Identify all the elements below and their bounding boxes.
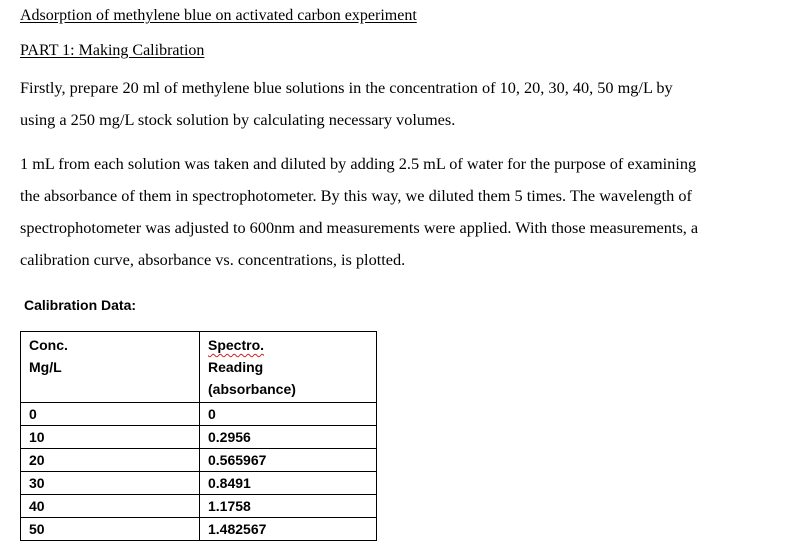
paragraph2-line: 1 mL from each solution was taken and diluted by adding 2.5 mL of water for the purpose of examining: [20, 154, 697, 173]
absorbance-cell: 0: [200, 403, 377, 426]
conc-cell: 50: [21, 518, 200, 541]
paragraph1-line: Firstly, prepare 20 ml of methylene blue solutions in the concentration of 10, 20, 30, 40, 50 mg/L by: [20, 78, 673, 97]
table-row: [21, 472, 377, 495]
table-row: [21, 518, 377, 541]
part-heading: PART 1: Making Calibration: [20, 42, 205, 59]
table-row: [21, 403, 377, 426]
header-abs-line1: [208, 334, 376, 356]
conc-cell: 0: [21, 403, 200, 426]
absorbance-cell: 1.482567: [200, 518, 377, 541]
absorbance-cell: 1.1758: [200, 495, 377, 518]
calibration-table: [20, 331, 377, 541]
header-abs-line3: (absorbance): [208, 381, 296, 397]
conc-cell: 30: [21, 472, 200, 495]
spellcheck-word: Spectro.: [208, 337, 265, 353]
header-conc-line2: Mg/L: [29, 359, 62, 375]
paragraph2-line: the absorbance of them in spectrophotometer. By this way, we diluted them 5 times. The wavelength of: [20, 186, 692, 205]
absorbance-cell: 0.565967: [200, 449, 377, 472]
conc-cell: 20: [21, 449, 200, 472]
paragraph2-line: calibration curve, absorbance vs. concentrations, is plotted.: [20, 250, 406, 269]
header-cell-absorbance: [200, 332, 377, 403]
header-abs-line2: Reading: [208, 359, 264, 375]
conc-cell: 10: [21, 426, 200, 449]
paragraph1-line: using a 250 mg/L stock solution by calculating necessary volumes.: [20, 110, 456, 129]
absorbance-cell: 0.2956: [200, 426, 377, 449]
absorbance-cell: 0.8491: [200, 472, 377, 495]
table-header-row: [21, 332, 377, 403]
table-row: [21, 426, 377, 449]
header-cell-concentration: [21, 332, 200, 403]
document-title: Adsorption of methylene blue on activated carbon experiment: [20, 7, 417, 24]
conc-cell: 40: [21, 495, 200, 518]
table-row: [21, 495, 377, 518]
table-row: [21, 449, 377, 472]
calibration-label: Calibration Data:: [24, 297, 137, 313]
paragraph2-line: spectrophotometer was adjusted to 600nm and measurements were applied. With those measurements, a: [20, 218, 699, 237]
header-conc-line1: Conc.: [29, 337, 68, 353]
